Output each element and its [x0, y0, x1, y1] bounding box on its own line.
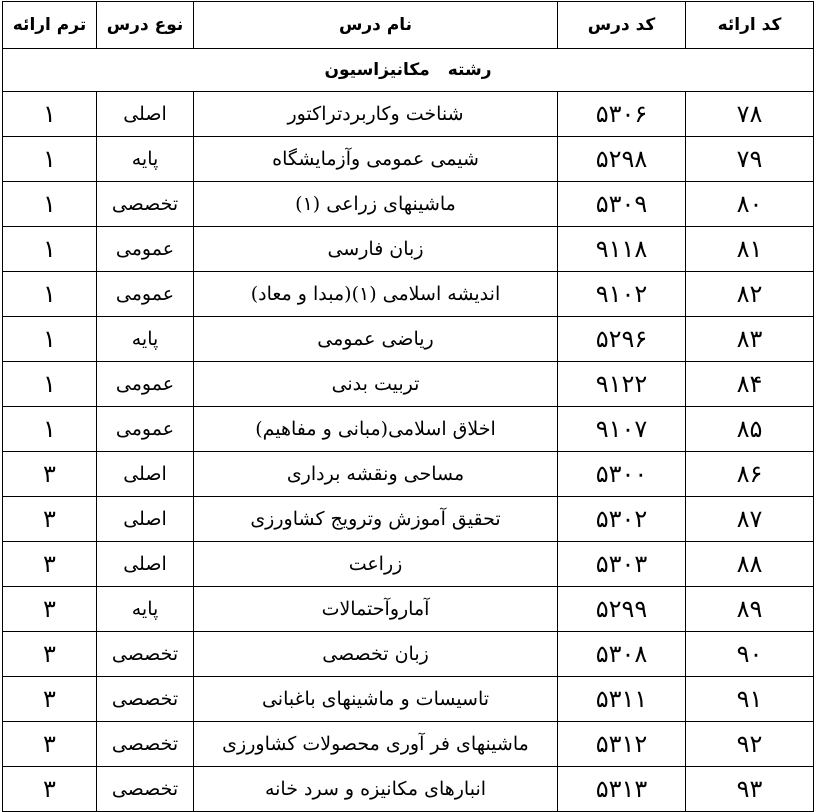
course-code-cell: ۵۲۹۸	[558, 137, 686, 182]
offer-code-cell: ۸۳	[686, 317, 814, 362]
table-row	[3, 182, 814, 227]
course-type-cell: تخصصی	[97, 182, 194, 227]
course-type-cell: تخصصی	[97, 767, 194, 812]
course-code-cell: ۵۳۱۳	[558, 767, 686, 812]
course-code-cell: ۵۳۰۲	[558, 497, 686, 542]
offer-code-cell: ۸۰	[686, 182, 814, 227]
course-name-cell: شیمی عمومی وآزمایشگاه	[194, 137, 558, 182]
course-name-cell: مساحی ونقشه برداری	[194, 452, 558, 497]
offer-term-cell: ۳	[3, 722, 97, 767]
offer-code-cell: ۸۲	[686, 272, 814, 317]
course-name-cell: تربیت بدنی	[194, 362, 558, 407]
offer-code-cell: ۹۰	[686, 632, 814, 677]
course-name-cell: تاسیسات و ماشینهای باغبانی	[194, 677, 558, 722]
offer-term-cell: ۱	[3, 227, 97, 272]
course-type-cell: اصلی	[97, 92, 194, 137]
course-name-cell: ماشینهای زراعی (۱)	[194, 182, 558, 227]
offer-term-cell: ۳	[3, 497, 97, 542]
offer-code-cell: ۸۴	[686, 362, 814, 407]
header-course-name: نام درس	[194, 2, 558, 49]
table-row	[3, 542, 814, 587]
offer-term-cell: ۱	[3, 362, 97, 407]
course-name-cell: شناخت وکاربردتراکتور	[194, 92, 558, 137]
offer-term-cell: ۳	[3, 452, 97, 497]
course-type-cell: عمومی	[97, 362, 194, 407]
header-offer-term: ترم ارائه	[3, 2, 97, 49]
offer-code-cell: ۸۷	[686, 497, 814, 542]
offer-term-cell: ۱	[3, 137, 97, 182]
table-row	[3, 407, 814, 452]
course-name-cell: انبارهای مکانیزه و سرد خانه	[194, 767, 558, 812]
table-row	[3, 137, 814, 182]
offer-code-cell: ۸۱	[686, 227, 814, 272]
course-name-cell: آماروآحتمالات	[194, 587, 558, 632]
offer-term-cell: ۱	[3, 272, 97, 317]
course-code-cell: ۵۲۹۶	[558, 317, 686, 362]
course-code-cell: ۹۱۰۷	[558, 407, 686, 452]
offer-term-cell: ۱	[3, 317, 97, 362]
table-body	[3, 49, 814, 812]
offer-term-cell: ۳	[3, 677, 97, 722]
table-row	[3, 452, 814, 497]
offer-term-cell: ۱	[3, 92, 97, 137]
offer-code-cell: ۷۹	[686, 137, 814, 182]
offer-term-cell: ۳	[3, 767, 97, 812]
offer-code-cell: ۹۱	[686, 677, 814, 722]
course-type-cell: پایه	[97, 317, 194, 362]
offer-term-cell: ۳	[3, 587, 97, 632]
table-row	[3, 227, 814, 272]
course-type-cell: عمومی	[97, 272, 194, 317]
course-name-cell: اخلاق اسلامی(مبانی و مفاهیم)	[194, 407, 558, 452]
course-code-cell: ۹۱۱۸	[558, 227, 686, 272]
offer-code-cell: ۷۸	[686, 92, 814, 137]
header-course-type: نوع درس	[97, 2, 194, 49]
course-name-cell: ریاضی عمومی	[194, 317, 558, 362]
course-type-cell: اصلی	[97, 542, 194, 587]
course-code-cell: ۵۲۹۹	[558, 587, 686, 632]
course-code-cell: ۵۳۰۶	[558, 92, 686, 137]
course-type-cell: پایه	[97, 137, 194, 182]
course-type-cell: تخصصی	[97, 677, 194, 722]
course-name-cell: زبان تخصصی	[194, 632, 558, 677]
course-type-cell: تخصصی	[97, 722, 194, 767]
course-code-cell: ۵۳۰۹	[558, 182, 686, 227]
table-row	[3, 677, 814, 722]
course-table	[2, 1, 814, 812]
course-code-cell: ۵۳۰۸	[558, 632, 686, 677]
table-row	[3, 272, 814, 317]
offer-code-cell: ۸۸	[686, 542, 814, 587]
table-row	[3, 767, 814, 812]
course-code-cell: ۵۳۱۱	[558, 677, 686, 722]
header-offer-code: کد ارائه	[686, 2, 814, 49]
course-type-cell: عمومی	[97, 407, 194, 452]
table-row	[3, 92, 814, 137]
header-row	[3, 2, 814, 49]
course-type-cell: اصلی	[97, 452, 194, 497]
course-type-cell: اصلی	[97, 497, 194, 542]
course-name-cell: زراعت	[194, 542, 558, 587]
course-type-cell: تخصصی	[97, 632, 194, 677]
offer-term-cell: ۳	[3, 542, 97, 587]
course-code-cell: ۹۱۰۲	[558, 272, 686, 317]
table-row	[3, 722, 814, 767]
course-code-cell: ۹۱۲۲	[558, 362, 686, 407]
table-row	[3, 362, 814, 407]
course-name-cell: اندیشه اسلامی (۱)(مبدا و معاد)	[194, 272, 558, 317]
table-row	[3, 632, 814, 677]
header-course-code: کد درس	[558, 2, 686, 49]
field-title-row	[3, 49, 814, 92]
table-row	[3, 587, 814, 632]
course-code-cell: ۵۳۰۳	[558, 542, 686, 587]
offer-code-cell: ۸۵	[686, 407, 814, 452]
course-type-cell: عمومی	[97, 227, 194, 272]
course-code-cell: ۵۳۱۲	[558, 722, 686, 767]
table-row	[3, 317, 814, 362]
field-title: رشته مکانیزاسیون	[3, 49, 814, 92]
offer-code-cell: ۸۹	[686, 587, 814, 632]
offer-term-cell: ۳	[3, 632, 97, 677]
offer-code-cell: ۹۲	[686, 722, 814, 767]
offer-code-cell: ۹۳	[686, 767, 814, 812]
table-row	[3, 497, 814, 542]
course-name-cell: ماشینهای فر آوری محصولات کشاورزی	[194, 722, 558, 767]
course-name-cell: تحقیق آموزش وترویج کشاورزی	[194, 497, 558, 542]
offer-term-cell: ۱	[3, 407, 97, 452]
offer-term-cell: ۱	[3, 182, 97, 227]
course-type-cell: پایه	[97, 587, 194, 632]
offer-code-cell: ۸۶	[686, 452, 814, 497]
course-code-cell: ۵۳۰۰	[558, 452, 686, 497]
course-name-cell: زبان فارسی	[194, 227, 558, 272]
